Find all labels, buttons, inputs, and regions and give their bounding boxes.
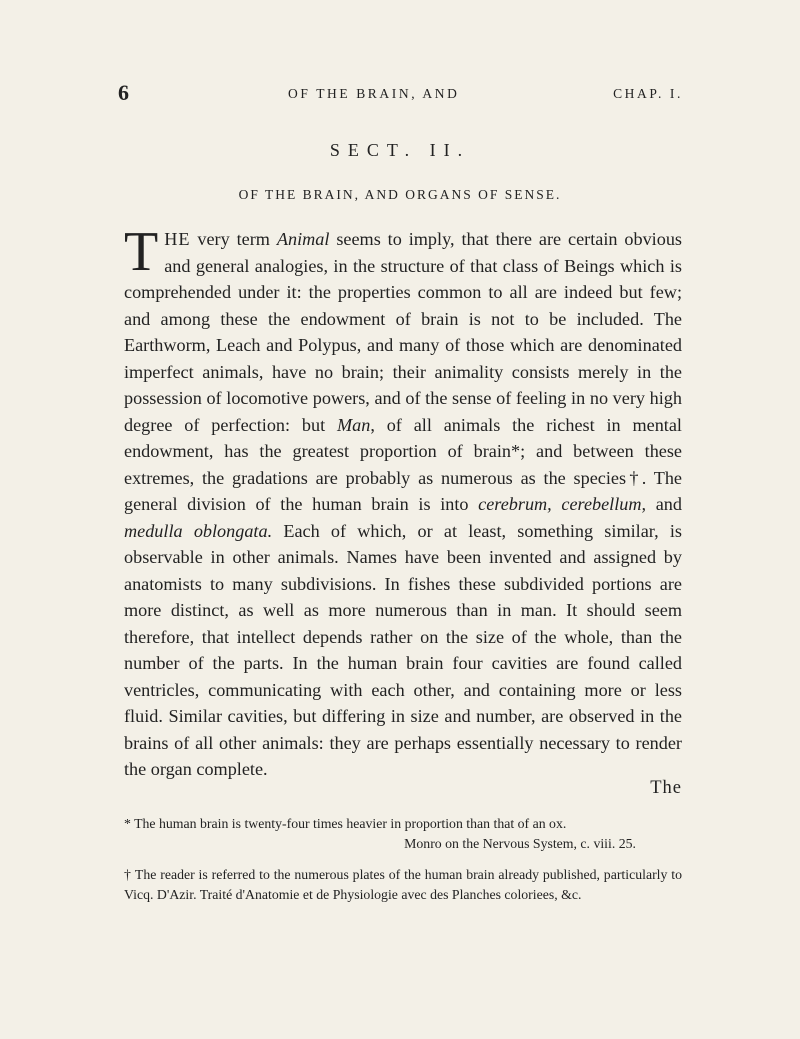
emphasis-medulla: medulla oblongata. [124, 520, 273, 541]
text-run: and [646, 494, 682, 514]
text-run: Each of which, or at least, something similar, is observable in other animals. Names have been invented and assigned by anatomists to many subdivisions. In fishes these subdivided portions are more distinct, as well as more numerous than in man. It should seem therefore, that intellect depends rather on the size of the whole, than the number of the parts. In the human brain four cavities are found called ventricles, communicating with each other, and containing more or less fluid. Similar cavities, but differing in size and number, are observed in the brains of all other animals: they are perhaps essentially necessary to render the organ complete. [124, 520, 682, 779]
footnote-mark: † [124, 867, 132, 882]
emphasis-cerebrum: cerebrum, cerebellum, [478, 494, 647, 514]
footnote-marker: * [511, 441, 521, 461]
footnote [124, 814, 682, 853]
footnote [124, 865, 682, 904]
running-head-chapter: CHAP. I. [613, 86, 683, 101]
section-title: SECT. II. [329, 140, 471, 160]
text-run: seems to imply, that there are certain obvious and general analogies, in the structure of that class of Beings which is comprehended under it: the properties common to all are indeed but few; and among these the endowment of brain is not to be included. The Earthworm, Leach and Polypus, and many of those which are denominated imperfect animals, have no brain; their animality consists merely in the possession of locomotive powers, and of the sense of feeling in no very high degree of perfection: but [124, 229, 682, 435]
running-head-title: OF THE BRAIN, AND [288, 86, 460, 101]
text-run: . The general division of the human brain is into [124, 467, 683, 514]
text-run: very term [190, 229, 277, 249]
footnote-mark: * [124, 816, 131, 831]
text-run: ; and between these extremes, the gradations are probably as numerous as the species [124, 441, 683, 488]
drop-cap: T [124, 221, 159, 283]
footnote-text: The human brain is twenty-four times heavier in proportion than that of an ox. [130, 816, 567, 831]
footnotes [124, 814, 682, 916]
body-text [124, 221, 683, 783]
emphasis-man: Man [336, 414, 371, 435]
section-subtitle: OF THE BRAIN, AND ORGANS OF SENSE. [238, 187, 562, 202]
footnote-text: The reader is referred to the numerous plates of the human brain already published, particularly to Vicq. D'Azir. Traité d'Anatomie et de Physiologie avec des Planches coloriees, &c. [124, 867, 682, 902]
catchword: The [650, 778, 682, 798]
emphasis-animal: Animal [276, 229, 330, 249]
page-number: 6 [118, 80, 129, 105]
running-head [118, 80, 683, 110]
footnote-citation: Monro on the Nervous System, c. viii. 25. [404, 835, 636, 851]
paragraph [124, 221, 683, 783]
opening-caps: HE [164, 229, 191, 249]
footnote-marker: † [626, 467, 642, 488]
text-run: , of all animals the richest in mental endowment, has the greatest proportion of brain [124, 414, 682, 461]
